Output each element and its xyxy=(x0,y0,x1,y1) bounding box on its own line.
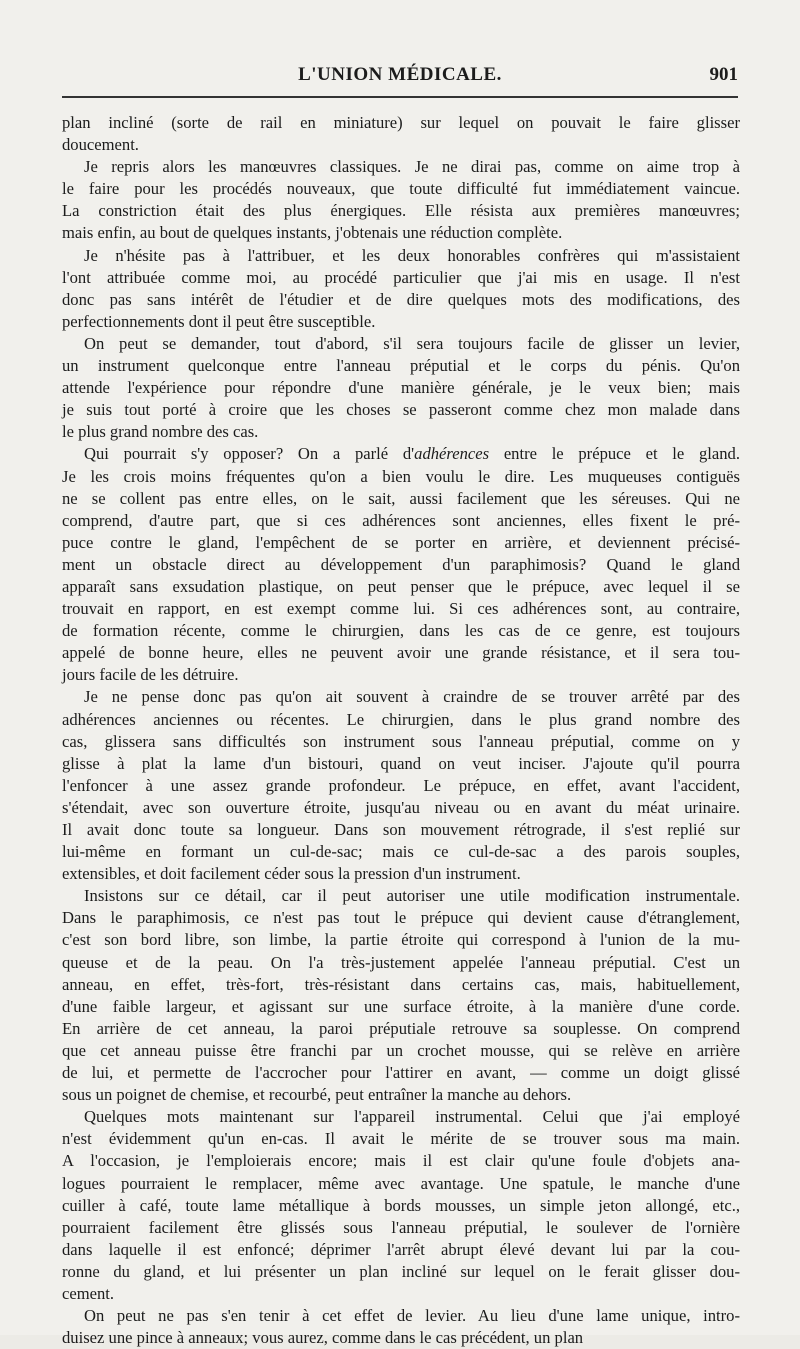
text-line: cuiller à café, toute lame métallique à bords mousses, un simple jeton allongé, etc., xyxy=(62,1195,740,1215)
text-line: glisse à plat la lame d'un bistouri, quand on veut inciser. J'ajoute qu'il pourra xyxy=(62,753,740,773)
text-line: adhérences anciennes ou récentes. Le chirurgien, dans le plus grand nombre des xyxy=(62,709,740,729)
text-line: Dans le paraphimosis, ce n'est pas tout le prépuce qui devient cause d'étranglement, xyxy=(62,908,740,928)
text-line: anneau, en effet, très-fort, très-résistant dans certains cas, mais, habituellement, xyxy=(62,974,740,994)
text-line: La constriction était des plus énergiques. Elle résista aux premières manœuvres; xyxy=(62,201,740,221)
text-line: sous un poignet de chemise, et recourbé, peut entraîner la manche au dehors. xyxy=(62,1085,572,1105)
text-line: le plus grand nombre des cas. xyxy=(62,422,259,442)
text-line: s'étendait, avec son ouverture étroite, jusqu'au niveau ou en avant du méat urinaire. xyxy=(62,797,740,817)
text-line: pourraient facilement être glissés sous l'anneau préputial, le soulever de l'ornière xyxy=(62,1217,740,1237)
text-line: Il avait donc toute sa longueur. Dans son mouvement rétrograde, il s'est replié sur xyxy=(62,820,740,839)
italic-term: adhérences xyxy=(414,444,490,464)
text-line: trouvait en rapport, en est exempt comme lui. Si ces adhérences sont, au contraire, xyxy=(62,599,740,619)
text-line: doucement. xyxy=(62,135,139,155)
text-line: l'ont attribuée comme moi, au procédé particulier que j'ai mis en usage. Il n'est xyxy=(62,267,740,287)
text-line: puce contre le gland, l'empêchent de se porter en arrière, et deviennent précisé- xyxy=(62,532,740,552)
text-line: logues pourraient le remplacer, même avec avantage. Une spatule, le manche d'une xyxy=(62,1173,740,1193)
text-line: Je ne pense donc pas qu'on ait souvent à craindre de se trouver arrêté par des xyxy=(84,687,740,707)
running-header xyxy=(62,58,738,94)
text-line: le faire pour les procédés nouveaux, que toute difficulté fut immédiatement vaincue. xyxy=(62,179,740,199)
journal-title: L'UNION MÉDICALE. xyxy=(298,64,502,85)
text-line: Je les crois moins fréquentes qu'on a bien voulu le dire. Les muqueuses contiguës xyxy=(62,466,740,486)
page-number: 901 xyxy=(709,64,738,85)
text-line: un instrument quelconque entre l'anneau préputial et le corps du pénis. Qu'on xyxy=(62,356,740,376)
text-line: appelé de bonne heure, elles ne peuvent avoir une grande résistance, et il sera tou- xyxy=(62,643,740,663)
text-line: On peut ne pas s'en tenir à cet effet de levier. Au lieu d'une lame unique, intro- xyxy=(84,1306,740,1326)
text-line: Je repris alors les manœuvres classiques. Je ne dirai pas, comme on aime trop à xyxy=(84,157,740,177)
text-line: ronne du gland, et lui présenter un plan incliné sur lequel on le ferait glisser dou- xyxy=(62,1261,740,1281)
text-line: ment un obstacle direct au développement d'un paraphimosis? Quand le gland xyxy=(62,554,740,574)
text-line: extensibles, et doit facilement céder sous la pression d'un instrument. xyxy=(62,864,521,884)
text-line: cement. xyxy=(62,1283,115,1303)
text-line: apparaît sans exsudation plastique, on peut penser que le prépuce, avec lequel il se xyxy=(62,576,740,596)
text-line: lui-même en formant un cul-de-sac; mais ce cul-de-sac a des parois souples, xyxy=(62,842,740,862)
text-line: dans laquelle il est enfoncé; déprimer l'arrêt abrupt élevé devant lui par la cou- xyxy=(62,1239,740,1259)
text-line: Insistons sur ce détail, car il peut autoriser une utile modification instrumentale. xyxy=(84,886,740,906)
text-line: c'est son bord libre, son limbe, la partie étroite qui correspond à l'union de la mu- xyxy=(62,930,740,950)
text-line: cas, glissera sans difficultés son instrument sous l'anneau préputial, comme on y xyxy=(62,731,740,751)
text-line: jours facile de les détruire. xyxy=(62,665,239,685)
text-line: l'enfoncer à une assez grande profondeur. Le prépuce, en effet, avant l'accident, xyxy=(62,775,740,795)
text-line: que cet anneau puisse être franchi par un crochet mousse, qui se relève en arrière xyxy=(62,1040,740,1060)
text-line: de lui, et permette de l'accrocher pour l'attirer en avant, — comme un doigt glissé xyxy=(62,1063,740,1083)
text-line: d'une faible largeur, et agissant sur une surface étroite, à la manière d'une corde. xyxy=(62,996,740,1016)
header-rule xyxy=(62,96,738,98)
text-line: n'est évidemment qu'un en-cas. Il avait le mérite de se trouver sous ma main. xyxy=(62,1129,740,1149)
text-line: queuse et de la peau. On l'a très-justement appelée l'anneau préputial. C'est un xyxy=(62,952,740,972)
text-line: donc pas sans intérêt de l'étudier et de dire quelques mots des modifications, des xyxy=(62,289,740,309)
text-line: de formation récente, comme le chirurgien, dans les cas de ce genre, est toujours xyxy=(62,621,740,641)
text-line: Qui pourrait s'y opposer? On a parlé d'adhérences entre le prépuce et le gland. xyxy=(84,444,740,464)
text-line: mais enfin, au bout de quelques instants, j'obtenais une réduction complète. xyxy=(62,223,563,243)
text-line: Quelques mots maintenant sur l'appareil instrumental. Celui que j'ai employé xyxy=(84,1107,740,1127)
text-line: plan incliné (sorte de rail en miniature) sur lequel on pouvait le faire glisser xyxy=(62,113,740,132)
text-line: A l'occasion, je l'emploierais encore; mais il est clair qu'une foule d'objets ana- xyxy=(62,1151,740,1171)
text-line: Je n'hésite pas à l'attribuer, et les deux honorables confrères qui m'assistaient xyxy=(84,245,740,265)
text-line: On peut se demander, tout d'abord, s'il sera toujours facile de glisser un levier, xyxy=(84,333,740,353)
text-line: En arrière de cet anneau, la paroi préputiale retrouve sa souplesse. On comprend xyxy=(62,1018,740,1038)
text-line: ne se collent pas entre elles, on le sait, aussi facilement que les séreuses. Qui ne xyxy=(62,488,740,508)
text-line: perfectionnements dont il peut être susceptible. xyxy=(62,311,376,331)
text-line: je suis tout porté à croire que les choses se passeront comme chez mon malade dans xyxy=(62,400,740,420)
text-line: duisez une pince à anneaux; vous aurez, comme dans le cas précédent, un plan xyxy=(62,1328,584,1348)
text-line: comprend, d'autre part, que si ces adhérences sont anciennes, elles fixent le pré- xyxy=(62,510,740,530)
article-body xyxy=(62,112,740,1349)
text-line: attende l'expérience pour répondre d'une manière générale, je le veux bien; mais xyxy=(62,378,740,398)
